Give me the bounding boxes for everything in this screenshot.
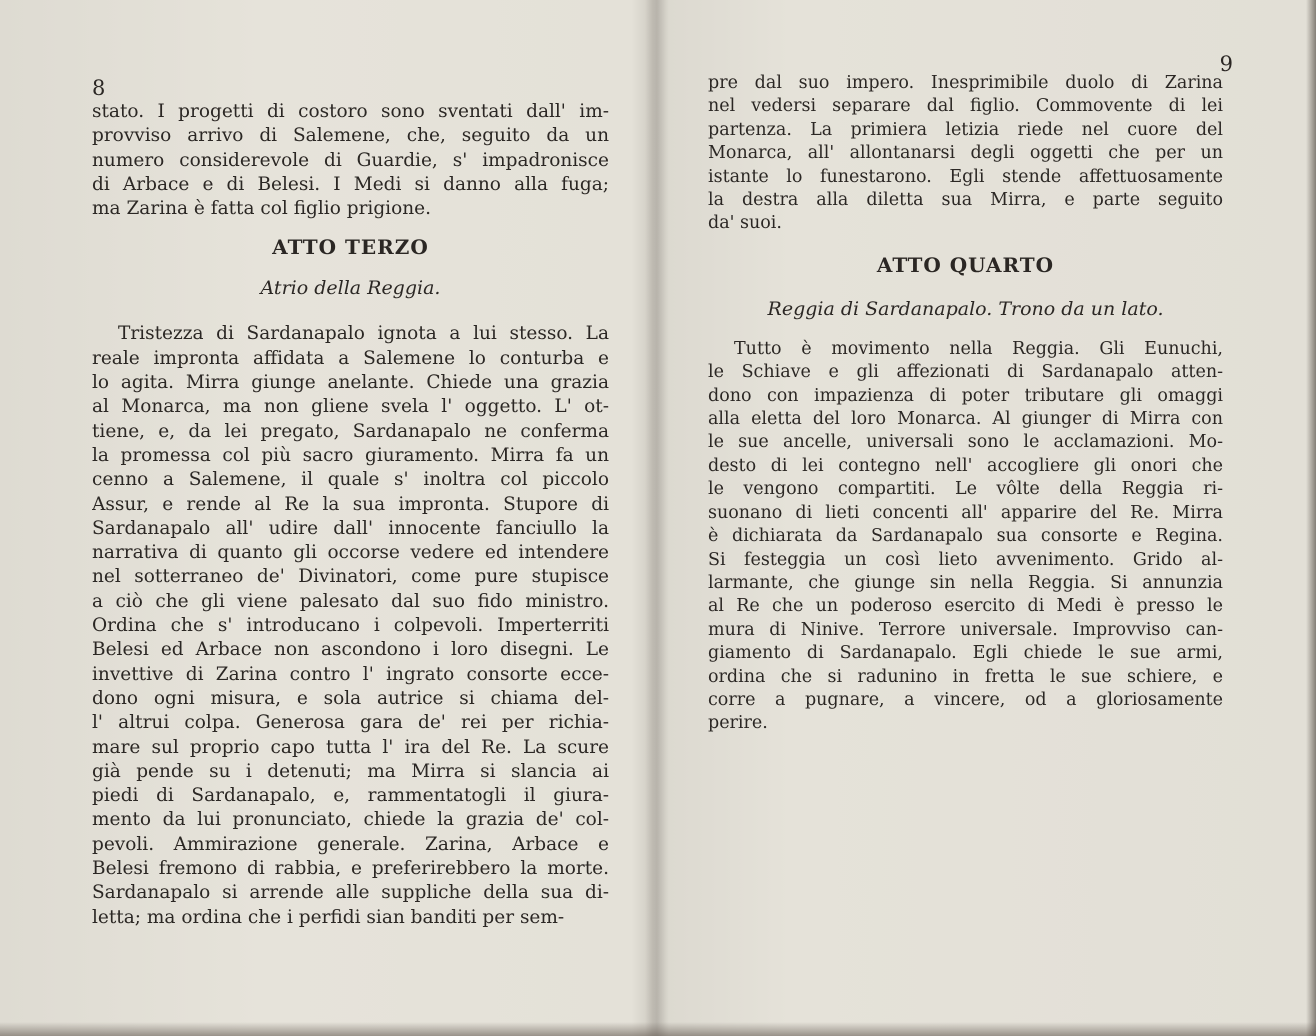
text-line: suonano di lieti concenti all' apparire del Re. Mirra — [708, 502, 1223, 523]
body-paragraph — [708, 338, 1223, 736]
text-line: Sardanapalo si arrende alle suppliche della sua di- — [92, 882, 609, 904]
text-line: già pende su i detenuti; ma Mirra si slancia ai — [92, 760, 609, 782]
text-line: Sardanapalo all' udire dall' innocente fanciullo la — [92, 517, 609, 539]
text-line: le Schiave e gli affezionati di Sardanapalo atten- — [708, 362, 1223, 383]
text-line: le sue ancelle, universali sono le acclamazioni. Mo- — [708, 432, 1223, 453]
book-gutter — [645, 0, 669, 1036]
text-line: istante lo funestarono. Egli stende affettuosamente — [708, 166, 1223, 187]
text-line: le vengono compartiti. Le vôlte della Reggia ri- — [708, 479, 1223, 500]
text-line: la promessa col più sacro giuramento. Mirra fa un — [92, 444, 609, 466]
text-line: dono ogni misura, e sola autrice si chiama del- — [92, 687, 609, 709]
right-page — [708, 52, 1233, 736]
scene-setting: Reggia di Sardanapalo. Trono da un lato. — [767, 297, 1164, 320]
intro-paragraph — [92, 100, 609, 221]
text-line: l' altrui colpa. Generosa gara de' rei per richia- — [92, 712, 609, 734]
text-line: Tutto è movimento nella Reggia. Gli Eunuchi, — [734, 338, 1223, 359]
text-line: corre a pugnare, a vincere, od a gloriosamente — [708, 689, 1223, 710]
text-line: da' suoi. — [708, 213, 782, 234]
text-line: è dichiarata da Sardanapalo sua consorte e Regina. — [708, 526, 1223, 547]
page-edge-bottom — [0, 1022, 1316, 1036]
text-line: provviso arrivo di Salemene, che, seguito da un — [92, 125, 609, 147]
text-line: al Re che un poderoso esercito di Medi è presso le — [708, 596, 1223, 617]
text-line: ma Zarina è fatta col figlio prigione. — [92, 198, 431, 220]
text-line: Belesi fremono di rabbia, e preferirebbero la morte. — [92, 858, 609, 880]
text-line: la destra alla diletta sua Mirra, e parte seguito — [708, 190, 1223, 211]
text-line: dono con impazienza di poter tributare gli omaggi — [708, 385, 1223, 406]
act-title: ATTO QUARTO — [876, 252, 1055, 277]
text-line: pevoli. Ammirazione generale. Zarina, Arbace e — [92, 833, 609, 855]
body-paragraph — [92, 322, 609, 929]
text-line: nel sotterraneo de' Divinatori, come pure stupisce — [92, 566, 609, 588]
text-line: Assur, e rende al Re la sua impronta. Stupore di — [92, 493, 609, 515]
text-line: Ordina che s' introducano i colpevoli. Imperterriti — [92, 615, 609, 637]
text-line: cenno a Salemene, il quale s' inoltra col piccolo — [92, 469, 609, 491]
page-number: 8 — [92, 76, 106, 100]
left-page — [92, 76, 609, 930]
text-line: nel vedersi separare dal figlio. Commovente di lei — [708, 96, 1223, 117]
text-line: invettive di Zarina contro l' ingrato consorte ecce- — [92, 663, 609, 685]
text-line: larmante, che giunge sin nella Reggia. Si annunzia — [708, 572, 1223, 593]
text-line: a ciò che gli viene palesato dal suo fido ministro. — [92, 590, 609, 612]
text-line: numero considerevole di Guardie, s' impadronisce — [92, 149, 609, 171]
text-line: mare sul proprio capo tutta l' ira del Re. La scure — [92, 736, 609, 758]
text-line: desto di lei contegno nell' accogliere gli onori che — [708, 455, 1223, 476]
text-line: tiene, e, da lei pregato, Sardanapalo ne conferma — [92, 420, 609, 442]
scene-setting: Atrio della Reggia. — [260, 277, 441, 300]
text-line: giamento di Sardanapalo. Egli chiede le sue armi, — [708, 643, 1223, 664]
act-title: ATTO TERZO — [272, 235, 429, 260]
page-number: 9 — [1219, 52, 1233, 76]
text-line: Belesi ed Arbace non ascondono i loro disegni. Le — [92, 639, 609, 661]
text-line: Monarca, all' allontanarsi degli oggetti che per un — [708, 143, 1223, 164]
text-line: narrativa di quanto gli occorse vedere ed intendere — [92, 542, 609, 564]
text-line: ordina che si radunino in fretta le sue schiere, e — [708, 666, 1223, 687]
text-line: stato. I progetti di costoro sono sventati dall' im- — [92, 101, 609, 122]
text-line: mura di Ninive. Terrore universale. Improvviso can- — [708, 619, 1223, 640]
text-line: perire. — [708, 713, 768, 734]
text-line: mento da lui pronunciato, chiede la grazia de' col- — [92, 809, 609, 831]
text-line: di Arbace e di Belesi. I Medi si danno alla fuga; — [92, 173, 609, 195]
text-line: piedi di Sardanapalo, e, rammentatogli il giura- — [92, 785, 609, 807]
text-line: partenza. La primiera letizia riede nel cuore del — [708, 119, 1223, 140]
text-line: lo agita. Mirra giunge anelante. Chiede una grazia — [92, 372, 609, 394]
page-edge-right — [1306, 0, 1316, 1036]
text-line: alla eletta del loro Monarca. Al giunger di Mirra con — [708, 409, 1223, 430]
text-line: letta; ma ordina che i perfidi sian banditi per sem- — [92, 906, 565, 928]
intro-paragraph — [708, 72, 1223, 236]
text-line: Tristezza di Sardanapalo ignota a lui stesso. La — [118, 323, 609, 345]
text-line: Si festeggia un così lieto avvenimento. Grido al- — [708, 549, 1223, 570]
text-line: pre dal suo impero. Inesprimibile duolo di Zarina — [708, 73, 1223, 93]
text-line: reale impronta affidata a Salemene lo conturba e — [92, 347, 609, 369]
text-line: al Monarca, ma non gliene svela l' oggetto. L' ot- — [92, 396, 609, 418]
